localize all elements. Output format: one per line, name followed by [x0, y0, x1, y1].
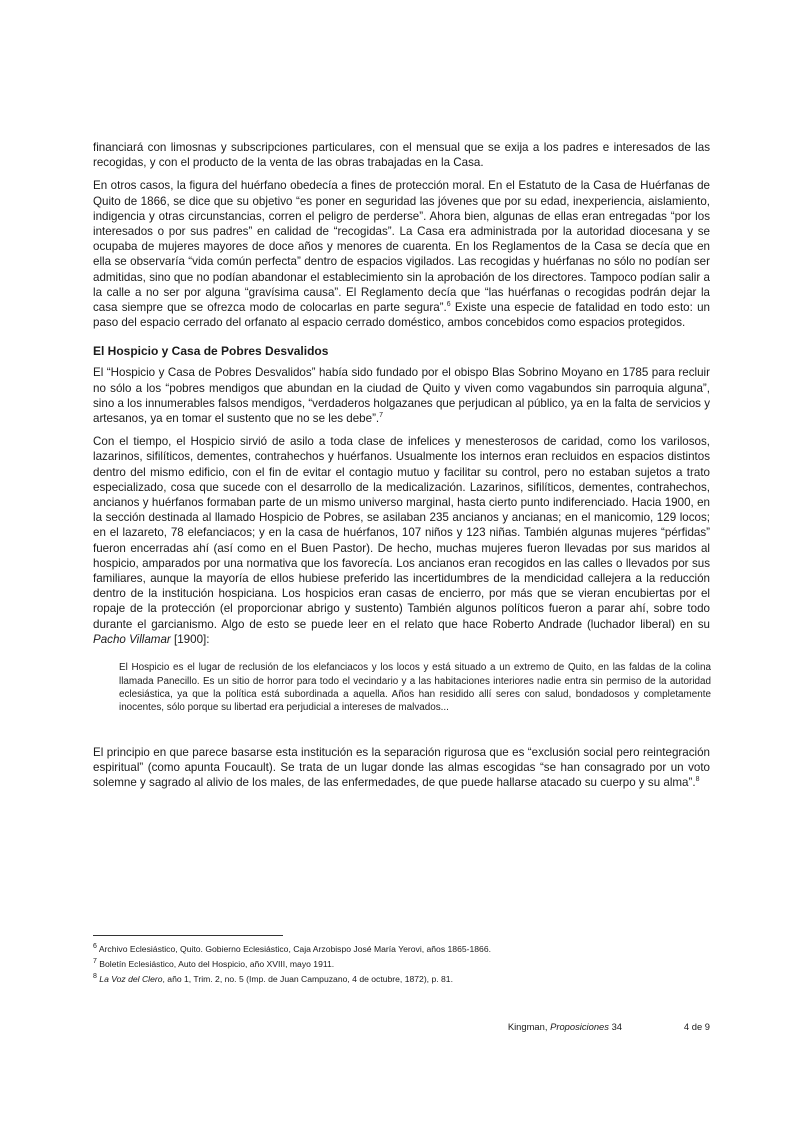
- page-number: 4 de 9: [683, 1021, 710, 1032]
- paragraph-intro: financiará con limosnas y subscripciones particulares, con el mensual que se exija a los padres e interesados de las recogidas, y con el producto de la venta de las obras trabajadas en la Casa.: [93, 141, 710, 170]
- paragraph-hospicio-history: Con el tiempo, el Hospicio sirvió de asilo a toda clase de infelices y menesterosos de caridad, como los varilosos, lazarinos, sifilíticos, dementes, contrahechos y huérfanos. Usualmente los internos eran recluidos en espacios distintos dentro del mismo edificio, con el fin de evitar el contagio mutuo y facilitar su control, pero no estaban sujetos a trato especializado, cosa que sucede con el desarrollo de la medicalización. Lazarinos, sifilíticos, dementes, contrahechos, ancianos y huérfanos formaban parte de un mismo universo marginal, hasta cierto punto indiferenciado. Hacia 1900, en la sección destinada al llamado Hospicio de Pobres, se asilaban 235 ancianos y ancianas; en el manicomio, 129 locos; en el lazareto, 78 elefanciacos; y en la casa de huérfanos, 107 niños y 123 niñas. También algunas mujeres “pérfidas” fueron encerradas ahí (así como en el Buen Pastor). De hecho, muchas mujeres fueron llevadas por sus maridos al hospicio, amparados por una normativa que los favorecía. Los ancianos eran recogidos en las calles o llevados por sus familiares, aunque la mayoría de ellos hubiese preferido las incertidumbres de la mendicidad callejera a la reducción dentro de la institución hospiciana. Los hospicios eran casas de encierro, por más que se vieran encubiertas por el ropaje de la protección (el proporcionar abrigo y sustento) También algunos políticos fueron a parar ahí, sobre todo durante el garcianismo. Algo de esto se puede leer en el relato que hace Roberto Andrade (luchador liberal) en su Pacho Villamar [1900]:: [93, 435, 710, 646]
- paragraph-huerfanas: En otros casos, la figura del huérfano obedecía a fines de protección moral. En el Estatuto de la Casa de Huérfanas de Quito de 1866, se dice que su objetivo “es poner en seguridad las jóvenes que por su edad, inexperiencia, aislamiento, indigencia y otras circunstancias, corren el peligro de perderse”. Ahora bien, algunas de ellas eran entregadas “por los interesados o por sus padres” en calidad de “recogidas”. La Casa era administrada por la autoridad diocesana y se ocupaba de mujeres mayores de doce años y menores de cuarenta. En los Reglamentos de la Casa se decía que en ella se observaría “vida común perfecta” dentro de espacios vigilados. Las recogidas y huérfanas no sólo no podían ser admitidas, sino que no podían abandonar el establecimiento sin la aprobación de los directores. Tampoco podían salir a la calle a no ser por alguna “gravísima causa”. El Reglamento decía que “las huérfanas o recogidas podrán dejar la casa siempre que se ofrezca modo de colocarlas en parte segura”.$^6$ Existe una especie de fatalidad en todo esto: un paso del espacio cerrado del orfanato al espacio cerrado doméstico, ambos concebidos como espacios protegidos.: [93, 179, 710, 330]
- footnotes: [93, 935, 710, 987]
- block-quote: El Hospicio es el lugar de reclusión de los elefanciacos y los locos y está situado a un extremo de Quito, en las faldas de la colina llamada Panecillo. Es un sitio de horror para todo el vecindario y a las habitaciones interiores nadie entra sin permiso de la autoridad eclesiástica, ya que la política está subordinada a aquella. Años han residido allí seres con salud, bondadosos y completamente inocentes, sólo porque su libertad era perjudicial a intereses de malvados...: [119, 662, 711, 714]
- book-title: Pacho Villamar: [93, 632, 171, 646]
- document-body: [93, 140, 710, 798]
- page-footer: [93, 1021, 710, 1035]
- footnote-6: $^6$ Archivo Eclesiástico, Quito. Gobierno Eclesiástico, Caja Arzobispo José María Yerovi, años 1865-1866.: [93, 943, 492, 954]
- running-footer: Kingman, Proposiciones 34: [507, 1021, 622, 1032]
- footnote-7: $^7$ Boletín Eclesiástico, Auto del Hospicio, año XVIII, mayo 1911.: [93, 958, 335, 969]
- section-heading: El Hospicio y Casa de Pobres Desvalidos: [93, 344, 329, 359]
- footnote-ref-7[interactable]: 7: [379, 412, 384, 420]
- paragraph-principle: El principio en que parece basarse esta institución es la separación rigurosa que es “exclusión social pero reintegración espiritual” (como apunta Foucault). Se trata de un lugar donde las almas escogidas “se han consagrado por un voto solemne y sagrado al alivio de los males, de las enfermedades, de que puede hallarse atacado su cuerpo y su alma”.$^8$: [93, 745, 710, 790]
- footnote-divider: [93, 935, 283, 936]
- footnote-ref-8[interactable]: 8: [695, 776, 700, 784]
- footnote-8: $^8$ La Voz del Clero, año 1, Trim. 2, no. 5 (Imp. de Juan Campuzano, 4 de octubre, 1872), p. 81.: [93, 973, 453, 984]
- footnote-ref-6[interactable]: 6: [446, 301, 451, 309]
- paragraph-hospicio-founding: El “Hospicio y Casa de Pobres Desvalidos” había sido fundado por el obispo Blas Sobrino Moyano en 1785 para recluir no sólo a los “pobres mendigos que abundan en la ciudad de Quito y viven como vagabundos sin parroquia alguna”, sino a los innumerables falsos mendigos, “verdaderos holgazanes que perjudican al público, ya en la falta de servicios y artesanos, ya en tomar el sustento que no se les debe”.$^7$: [93, 366, 710, 426]
